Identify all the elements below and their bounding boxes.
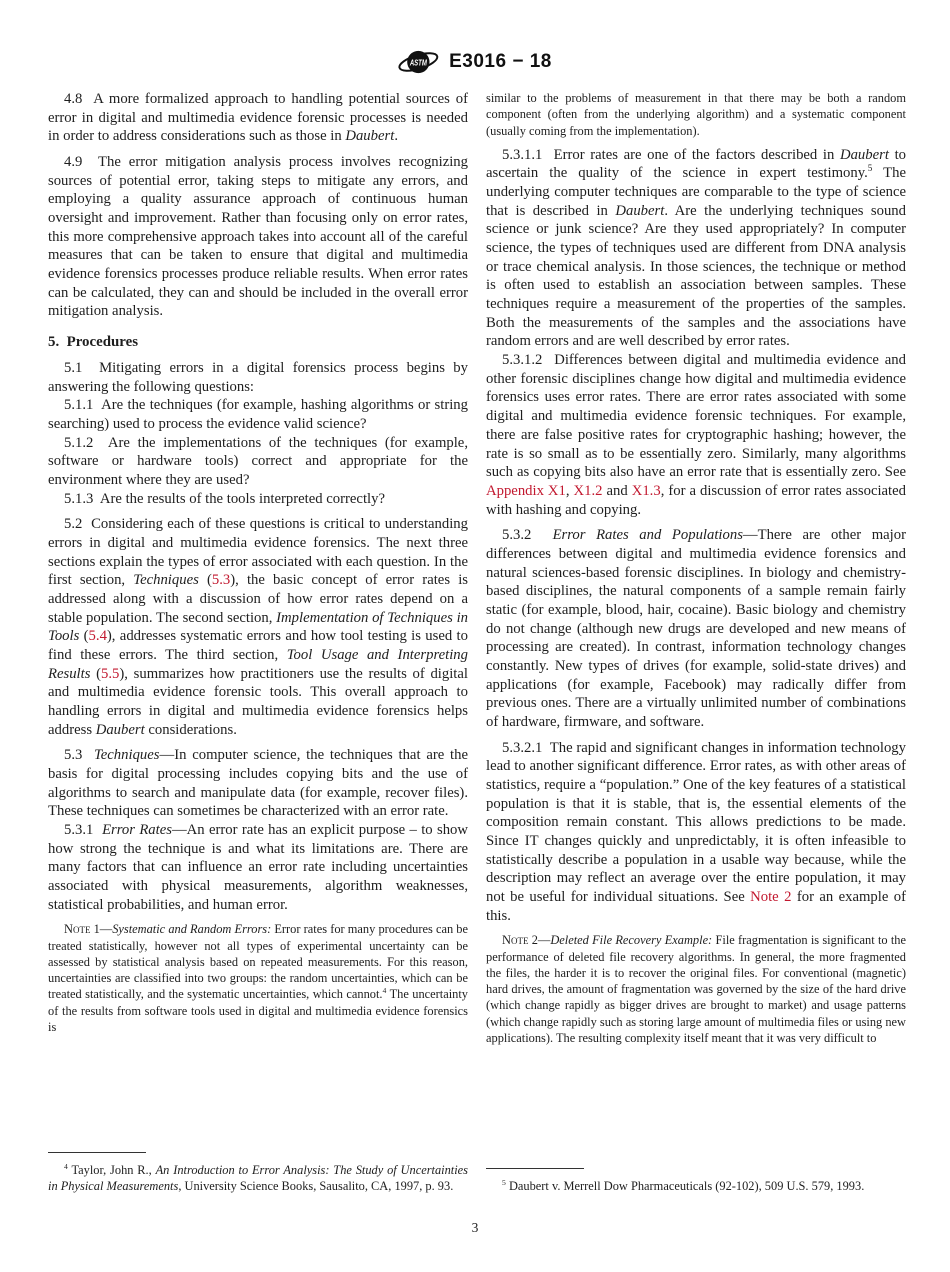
para-5-3-2-1 (486, 739, 906, 926)
svg-text:ASTM: ASTM (409, 57, 428, 68)
page-header (0, 44, 950, 80)
para-5-3 (48, 746, 468, 821)
text-segment: 4.8 A more formalized approach to handling potential sources of error in digital and multimedia evidence forensic processes is needed in order to address considerations such as those in (48, 91, 468, 145)
text-segment: Note 2 (502, 933, 538, 948)
para-5-3-1-2 (486, 351, 906, 519)
text-segment: to ascertain the quality of the science in expert testimony. (486, 146, 906, 182)
two-column-body (48, 90, 906, 1194)
note-1-continuation (486, 90, 906, 139)
text-segment: —There are other major differences between digital and multimedia evidence forensics and natural sciences-based forensic disciplines. In biology and chemistry-based disciplines, the natural components of a sample remain fairly static (for example, blood, hair, cocaine). Basic biology and chemistry do not change (although new drugs are developed and new means of processing are created). In contrast, information technology changes constantly. New types of drives (for example, solid-state drives) and applications (for example, Facebook) may radically differ from previous ones. There are a virtually unlimited number of combinations of hardware, firmware, and software. (486, 527, 906, 730)
cross-reference-link[interactable]: Note 2 (750, 888, 792, 905)
text-segment: 5 (867, 163, 873, 174)
text-segment: The uncertainty of the results from software tools used in digital and multimedia evidence forensics is (48, 987, 468, 1034)
text-segment: — (537, 933, 551, 948)
text-segment: Daubert (345, 128, 395, 145)
document-number: E3016 − 18 (449, 51, 552, 72)
text-segment: —An error rate has an explicit purpose – to show how strong the technique is and what its limitations are. There are many factors that can influence an error rate including uncertainties associated with physical measurements, algorithm weaknesses, statistical probabilities, and human error. (48, 822, 469, 913)
text-segment: 4.9 The error mitigation analysis process involves recognizing sources of potential error, taking steps to mitigate any errors, and employing a quality assurance approach of continuous human oversight and improvement. Rather than focusing only on error rates, this more comprehensive approach takes into account all of the careful measures that can be taken to ensure that digital and multimedia evidence forensics processes produce reliable results. When error rates can be calculated, they can and should be included in the overall error mitigation analysis. (48, 154, 468, 320)
para-4-8 (48, 90, 468, 146)
para-5-1-2 (48, 434, 468, 490)
text-segment: Error rates for many procedures can be treated statistically, however not all types of experimental uncertainty can be assessed by statistical analysis based on repeated measurements. For this reason, uncertainties are classified into two groups: the random uncertainties, which can be treated statistically, and the systematic uncertainties, which cannot. (48, 922, 468, 1002)
text-segment: 5.3.1 (64, 822, 103, 839)
note-1 (48, 921, 468, 1035)
text-segment: 5. Procedures (48, 334, 139, 351)
text-segment: ), the basic concept of error rates is addressed along with a discussion of how error rates depend on a stable population. The second section, (48, 572, 468, 626)
footnote-5 (486, 1178, 906, 1194)
text-segment: Systematic and Random Errors: (112, 922, 272, 937)
text-segment: ( (90, 665, 102, 682)
text-segment: 5.3.2 (502, 527, 553, 544)
text-segment: 4 (64, 1161, 68, 1171)
text-segment: ), summarizes how practitioners use the results of digital and multimedia evidence forensic tools. This overall approach to handling errors in digital and multimedia evidence forensics helps address (48, 665, 468, 738)
text-segment: Daubert (95, 721, 145, 738)
astm-logo-icon (398, 44, 440, 80)
text-segment: Error Rates (102, 822, 172, 839)
text-segment: Deleted File Recovery Example: (550, 933, 713, 948)
cross-reference-link[interactable]: X1.2 (573, 482, 603, 499)
text-segment: Daubert v. Merrell Dow Pharmaceuticals (92-102), 509 U.S. 579, 1993. (505, 1178, 865, 1193)
section-5-heading (48, 333, 468, 352)
text-segment: . (394, 128, 398, 145)
para-5-3-2 (486, 526, 906, 731)
text-segment: ( (79, 628, 89, 645)
text-segment: 5.2 Considering each of these questions is critical to understanding errors in digital and multimedia evidence forensics. The next three sections explain the types of error associated with each question. In the first section, (48, 516, 468, 589)
text-segment: The underlying computer techniques are comparable to the type of science that is described in (486, 165, 906, 219)
text-segment: Error Rates and Populations (552, 527, 743, 544)
text-segment: , University Science Books, Sausalito, CA, 1997, p. 93. (178, 1178, 454, 1193)
text-segment: , for a discussion of error rates associated with hashing and copying. (486, 482, 906, 518)
text-segment: and (602, 482, 632, 499)
para-4-9 (48, 153, 468, 321)
text-segment: Note 1 (64, 922, 100, 937)
para-5-2 (48, 515, 468, 739)
cross-reference-link[interactable]: 5.5 (101, 665, 120, 682)
text-segment: 5.3.1.2 Differences between digital and multimedia evidence and other forensic disciplines change how digital and multimedia evidence forensics uses error rates. There are error rates associated with some digital and multimedia evidence forensic techniques. For example, there are false positive rates for cryptographic hashing; however, the rate is so small as to be essentially zero. Similarly, many algorithms such as copying bits also have an error rate that is essentially zero. See (486, 352, 906, 481)
text-segment: . Are the underlying techniques sound science or junk science? Are they used appropriately? In computer science, the types of techniques used are different from DNA analysis or trace chemical analysis. In those sciences, the technique or method is often used to establish an association between samples. These techniques require a measurement of the properties of the samples. Both the measurements of the samples and the associations have random errors and are well described by error rates. (486, 202, 906, 350)
para-5-3-1-1 (486, 146, 906, 351)
text-segment: An Introduction to Error Analysis: The Study of Uncertainties in Physical Measurements (48, 1162, 468, 1193)
note-2 (486, 932, 906, 1046)
text-segment: 5.1 Mitigating errors in a digital forensics process begins by answering the following questions: (48, 359, 468, 395)
para-5-1-3 (48, 490, 468, 509)
cross-reference-link[interactable]: Appendix X1 (486, 482, 566, 499)
text-segment: ), addresses systematic errors and how tool testing is used to find these errors. The third section, (48, 628, 468, 664)
text-segment: Tool Usage and Interpreting Results (48, 647, 468, 682)
footnote-4 (48, 1162, 468, 1195)
text-segment: 5.3.2.1 The rapid and significant changes in information technology lead to another significant difference. Error rates, as with other areas of statistics, require a “population.” One of the key features of a statistical population is that it is stable, that is, the essential elements of the composition remain constant. This allows predictions to be made. Since IT changes quickly and unpredictably, it is often infeasible to statistically describe a population in a usable way because, while the description may reflect an average over the entire population, it may not be useful for individual situations. See (486, 739, 906, 905)
text-segment: similar to the problems of measurement in that there may be both a random component (often from the underlying algorithm) and a systematic component (usually coming from the implementation). (486, 91, 906, 138)
cross-reference-link[interactable]: 5.4 (88, 628, 107, 645)
cross-reference-link[interactable]: X1.3 (631, 482, 661, 499)
column-left (48, 90, 468, 1194)
text-segment: 5.3.1.1 Error rates are one of the factors described in (502, 146, 840, 163)
text-segment: 5.1.2 Are the implementations of the techniques (for example, software or hardware tools) correct and appropriate for the environment where they are used? (48, 434, 468, 489)
column-right (486, 90, 906, 1194)
text-segment: 5.3 (64, 747, 94, 764)
text-segment: Taylor, John R., (67, 1162, 156, 1177)
text-segment: 5.1.3 Are the results of the tools interpreted correctly? (64, 490, 385, 507)
text-segment: 5 (502, 1177, 506, 1187)
text-segment: considerations. (144, 721, 237, 738)
text-segment: for an example of this. (486, 888, 906, 924)
text-segment: File fragmentation is significant to the performance of deleted file recovery algorithms. In general, the more fragmented the files, the harder it is to recover the original files. For conventional (magnetic) hard drives, the amount of fragmentation was governed by the size of the hard drive (which change rapidly as bigger drives are brought to market) and usage patterns (which change rapidly such as storing large amount of multimedia files or using new applications). The resulting complexity itself meant that it was very difficult to (486, 933, 906, 1045)
footnote-rule-right (486, 1168, 584, 1169)
para-5-3-1 (48, 821, 468, 914)
footnote-rule-left (48, 1152, 146, 1153)
text-segment: Daubert (615, 202, 665, 219)
text-segment: ( (198, 572, 212, 589)
para-5-1 (48, 359, 468, 396)
page-number: 3 (471, 1220, 479, 1235)
cross-reference-link[interactable]: 5.3 (211, 572, 231, 589)
text-segment: , (565, 482, 574, 499)
text-segment: Daubert (839, 146, 889, 163)
para-5-1-1 (48, 396, 468, 433)
text-segment: Techniques (133, 572, 199, 589)
text-segment: Implementation of Techniques in Tools (48, 609, 468, 645)
text-segment: — (99, 922, 113, 937)
text-segment: 5.1.1 Are the techniques (for example, hashing algorithms or string searching) used to process the evidence valid science? (48, 397, 468, 432)
text-segment: 4 (382, 986, 387, 996)
text-segment: —In computer science, the techniques that are the basis for digital processing includes copying bits and the use of algorithms to search and manipulate data (for example, recover files). These techniques can sometimes be characterized with an error rate. (48, 747, 468, 820)
text-segment: Techniques (93, 747, 160, 764)
